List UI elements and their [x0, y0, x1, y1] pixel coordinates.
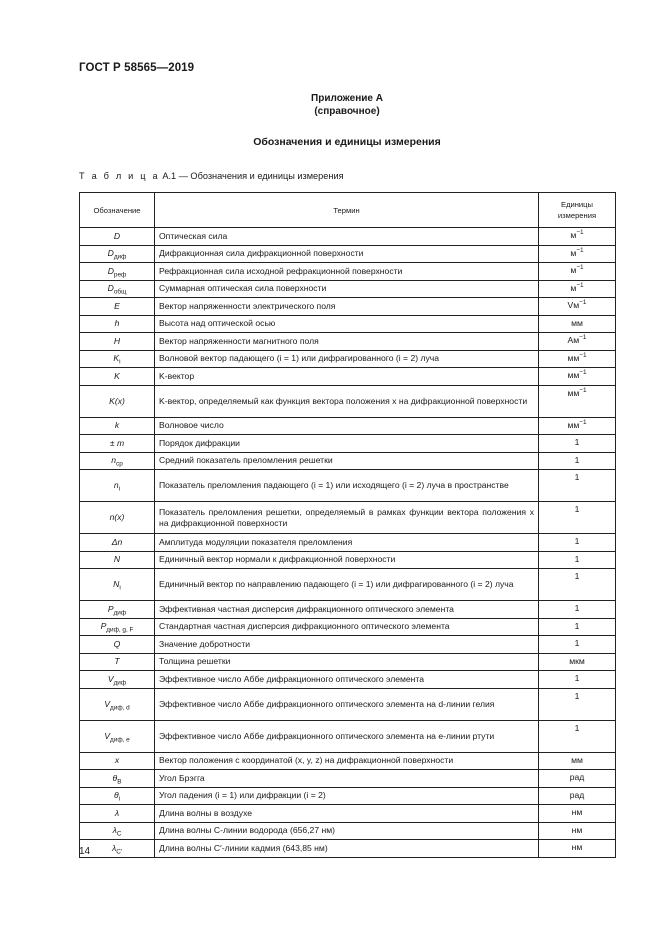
table-row: [80, 228, 616, 246]
unit-main: мм: [567, 370, 580, 380]
unit-cell: [539, 569, 616, 601]
table-header-row: [80, 193, 616, 228]
unit-main: 1: [574, 536, 580, 546]
page-number: 14: [79, 846, 91, 857]
symbol-cell: [80, 787, 155, 805]
term-cell: Вектор напряженности магнитного поля: [155, 333, 539, 351]
symbol-cell: [80, 805, 155, 823]
symbol-cell: [80, 435, 155, 453]
table-row: [80, 502, 616, 534]
table-body: [80, 228, 616, 858]
unit-main: 1: [574, 603, 580, 613]
appendix-subtitle: (справочное): [314, 106, 380, 117]
unit-main: мм: [567, 387, 580, 398]
symbol-main: h: [114, 318, 120, 329]
table-row: [80, 688, 616, 720]
symbol-cell: [80, 636, 155, 654]
term-cell: Амплитуда модуляции показателя преломления: [155, 534, 539, 552]
symbol-subscript: диф, g, F: [106, 626, 134, 634]
symbol-subscript: C: [116, 830, 122, 838]
unit-cell: [539, 653, 616, 671]
symbol-main: n: [111, 455, 117, 466]
table-row: [80, 805, 616, 823]
symbol-main: D: [107, 248, 114, 259]
unit-cell: [539, 840, 616, 858]
term-cell: Рефракционная сила исходной рефракционной поверхности: [155, 263, 539, 281]
unit-main: м: [570, 265, 577, 275]
symbol-main: Q: [113, 638, 121, 649]
symbol-cell: [80, 350, 155, 368]
unit-cell: [539, 385, 616, 417]
term-cell: Показатель преломления падающего (i = 1) или исходящего (i = 2) луча в пространстве: [155, 470, 539, 502]
unit-main: м: [570, 247, 577, 258]
unit-cell: [539, 787, 616, 805]
unit-main: мкм: [569, 655, 585, 666]
symbol-main: Δn: [111, 536, 123, 547]
unit-main: 1: [574, 504, 580, 514]
symbol-cell: [80, 822, 155, 840]
unit-cell: [539, 551, 616, 569]
table-row: [80, 470, 616, 502]
unit-cell: [539, 333, 616, 351]
unit-cell: [539, 435, 616, 453]
term-cell: K-вектор, определяемый как функция вектора положения x на дифракционной поверхности: [155, 385, 539, 417]
term-cell: Длина волны в воздухе: [155, 805, 539, 823]
symbol-cell: [80, 315, 155, 333]
symbol-main: P: [107, 603, 114, 614]
term-cell: Толщина решетки: [155, 653, 539, 671]
table-caption-text: — Обозначения и единицы измерения: [178, 171, 344, 181]
symbol-subscript: i: [119, 358, 121, 366]
symbol-subscript: общ: [113, 288, 127, 296]
unit-main: нм: [571, 824, 583, 835]
symbol-main: T: [114, 656, 120, 667]
symbol-cell: [80, 385, 155, 417]
unit-main: нм: [571, 842, 583, 852]
symbol-main: k: [114, 420, 120, 431]
table-row: [80, 770, 616, 788]
unit-superscript: −1: [576, 264, 584, 272]
symbol-main: K: [113, 353, 120, 364]
term-cell: Единичный вектор нормали к дифракционной поверхности: [155, 551, 539, 569]
symbol-cell: [80, 551, 155, 569]
table-caption-number: А.1: [162, 171, 177, 181]
unit-superscript: −1: [579, 334, 587, 342]
symbol-main: θ: [113, 790, 119, 801]
header-unit: Единицы измерения: [539, 193, 616, 228]
table-row: [80, 350, 616, 368]
symbol-subscript: диф: [113, 679, 127, 687]
symbol-cell: [80, 245, 155, 263]
unit-superscript: −1: [579, 351, 587, 359]
unit-main: Ам: [567, 335, 580, 345]
table-row: [80, 671, 616, 689]
unit-main: мм: [571, 317, 583, 328]
unit-main: 1: [574, 437, 580, 447]
unit-superscript: −1: [579, 369, 587, 377]
table-row: [80, 435, 616, 453]
document-standard-number: ГОСТ Р 58565—2019: [79, 62, 195, 74]
unit-cell: [539, 671, 616, 689]
table-row: [80, 280, 616, 298]
symbol-cell: [80, 601, 155, 619]
table-row: [80, 720, 616, 752]
table-row: [80, 653, 616, 671]
table-row: [80, 636, 616, 654]
unit-cell: [539, 280, 616, 298]
symbol-main: D: [107, 283, 114, 294]
table-row: [80, 822, 616, 840]
unit-main: 1: [574, 571, 580, 581]
symbol-subscript: диф: [113, 253, 127, 261]
term-cell: Средний показатель преломления решетки: [155, 452, 539, 470]
unit-main: м: [570, 282, 577, 293]
term-cell: Высота над оптической осью: [155, 315, 539, 333]
unit-cell: [539, 752, 616, 770]
unit-cell: [539, 688, 616, 720]
unit-cell: [539, 452, 616, 470]
unit-main: нм: [571, 807, 583, 817]
table-caption: [79, 171, 344, 181]
unit-cell: [539, 618, 616, 636]
unit-main: 1: [574, 638, 580, 648]
appendix-heading: [79, 92, 615, 118]
term-cell: Значение добротности: [155, 636, 539, 654]
symbol-main: ± m: [109, 437, 125, 448]
unit-cell: [539, 502, 616, 534]
unit-superscript: −1: [579, 386, 587, 394]
header-term: Термин: [155, 193, 539, 228]
symbol-subscript: i: [119, 584, 121, 592]
unit-main: 1: [574, 620, 580, 631]
term-cell: Оптическая сила: [155, 228, 539, 246]
unit-main: 1: [574, 553, 580, 564]
symbol-subscript: диф, e: [110, 736, 130, 744]
symbol-main: n(x): [109, 512, 125, 522]
unit-superscript: −1: [579, 418, 587, 426]
term-cell: Волновое число: [155, 417, 539, 435]
table-row: [80, 368, 616, 386]
header-symbol: Обозначение: [80, 193, 155, 228]
symbol-main: H: [113, 335, 121, 346]
unit-cell: [539, 263, 616, 281]
symbol-cell: [80, 263, 155, 281]
symbol-subscript: i: [118, 795, 121, 803]
unit-main: 1: [574, 722, 580, 733]
symbol-cell: [80, 333, 155, 351]
symbol-subscript: ср: [116, 460, 123, 468]
symbol-main: K: [114, 370, 120, 381]
term-cell: Суммарная оптическая сила поверхности: [155, 280, 539, 298]
unit-cell: [539, 601, 616, 619]
symbol-main: D: [113, 230, 121, 241]
symbol-main: n: [113, 480, 119, 490]
table-row: [80, 452, 616, 470]
symbol-main: P: [100, 621, 107, 632]
term-cell: Единичный вектор по направлению падающего (i = 1) или дифрагированного (i = 2) луча: [155, 569, 539, 601]
unit-main: мм: [571, 754, 583, 765]
symbol-main: λ: [112, 825, 117, 836]
table-row: [80, 245, 616, 263]
unit-cell: [539, 636, 616, 654]
symbol-cell: [80, 228, 155, 246]
symbol-cell: [80, 770, 155, 788]
symbol-cell: [80, 417, 155, 435]
unit-main: 1: [574, 690, 580, 701]
symbol-cell: [80, 280, 155, 298]
symbol-main: x: [114, 755, 120, 766]
symbol-main: E: [114, 300, 120, 311]
unit-main: рад: [569, 772, 585, 782]
symbol-subscript: реф: [113, 271, 127, 279]
symbol-subscript: B: [117, 778, 122, 786]
unit-cell: [539, 720, 616, 752]
term-cell: Длина волны C′-линии кадмия (643,85 нм): [155, 840, 539, 858]
table-row: [80, 752, 616, 770]
symbol-subscript: C′: [116, 848, 123, 856]
term-cell: K-вектор: [155, 368, 539, 386]
term-cell: Эффективное число Аббе дифракционного оптического элемента на e-линии ртути: [155, 720, 539, 752]
symbol-main: θ: [112, 772, 118, 783]
unit-main: 1: [574, 454, 580, 465]
unit-main: 1: [574, 673, 580, 683]
table-row: [80, 315, 616, 333]
symbol-main: K(x): [109, 395, 125, 406]
unit-cell: [539, 245, 616, 263]
table-row: [80, 840, 616, 858]
unit-superscript: −1: [576, 246, 584, 254]
unit-main: мм: [567, 419, 580, 430]
unit-cell: [539, 315, 616, 333]
term-cell: Стандартная частная дисперсия дифракционного оптического элемента: [155, 618, 539, 636]
term-cell: Показатель преломления решетки, определяемый в рамках функции вектора положения x на дифракционной поверхности: [155, 502, 539, 534]
symbol-subscript: диф, d: [110, 704, 130, 712]
term-cell: Вектор положения с координатой (x, y, z) на дифракционной поверхности: [155, 752, 539, 770]
unit-cell: [539, 350, 616, 368]
symbol-main: N: [113, 579, 120, 589]
unit-main: рад: [569, 789, 585, 800]
section-title: Обозначения и единицы измерения: [253, 136, 441, 148]
term-cell: Дифракционная сила дифракционной поверхности: [155, 245, 539, 263]
table-row: [80, 417, 616, 435]
unit-cell: [539, 228, 616, 246]
table-row: [80, 601, 616, 619]
unit-main: м: [570, 230, 577, 240]
term-cell: Эффективная частная дисперсия дифракционного оптического элемента: [155, 601, 539, 619]
term-cell: Порядок дифракции: [155, 435, 539, 453]
unit-cell: [539, 368, 616, 386]
symbol-cell: [80, 618, 155, 636]
unit-main: мм: [567, 352, 580, 363]
symbol-cell: [80, 470, 155, 502]
table-row: [80, 534, 616, 552]
term-cell: Эффективное число Аббе дифракционного оптического элемента: [155, 671, 539, 689]
unit-cell: [539, 298, 616, 316]
symbol-cell: [80, 653, 155, 671]
symbol-cell: [80, 688, 155, 720]
symbol-cell: [80, 720, 155, 752]
table-row: [80, 787, 616, 805]
symbol-main: D: [107, 265, 114, 276]
table-row: [80, 551, 616, 569]
unit-superscript: −1: [579, 299, 587, 307]
unit-superscript: −1: [576, 229, 584, 237]
unit-cell: [539, 417, 616, 435]
symbols-table: [79, 192, 616, 858]
table-row: [80, 298, 616, 316]
unit-main: Vм: [567, 300, 580, 310]
term-cell: Длина волны C-линии водорода (656,27 нм): [155, 822, 539, 840]
symbol-cell: [80, 569, 155, 601]
symbol-main: V: [107, 673, 114, 684]
table-row: [80, 263, 616, 281]
symbol-cell: [80, 368, 155, 386]
term-cell: Угол Брэгга: [155, 770, 539, 788]
symbol-cell: [80, 452, 155, 470]
symbol-main: V: [104, 698, 111, 709]
table-row: [80, 385, 616, 417]
term-cell: Вектор напряженности электрического поля: [155, 298, 539, 316]
symbol-cell: [80, 502, 155, 534]
unit-cell: [539, 534, 616, 552]
symbol-subscript: i: [118, 485, 121, 493]
term-cell: Угол падения (i = 1) или дифракции (i = 2): [155, 787, 539, 805]
unit-main: 1: [574, 472, 580, 482]
symbol-subscript: диф: [113, 609, 127, 617]
symbol-cell: [80, 752, 155, 770]
table-caption-prefix: Т а б л и ц а: [79, 171, 160, 181]
unit-superscript: −1: [576, 281, 584, 289]
symbol-main: λ: [114, 807, 120, 818]
table-row: [80, 333, 616, 351]
table-row: [80, 618, 616, 636]
unit-cell: [539, 805, 616, 823]
symbol-main: N: [113, 554, 121, 565]
term-cell: Волновой вектор падающего (i = 1) или дифрагированного (i = 2) луча: [155, 350, 539, 368]
symbol-cell: [80, 840, 155, 858]
symbol-main: λ: [111, 842, 117, 853]
symbol-cell: [80, 298, 155, 316]
table-row: [80, 569, 616, 601]
unit-cell: [539, 770, 616, 788]
symbol-cell: [80, 534, 155, 552]
symbol-main: V: [104, 730, 111, 741]
appendix-title: Приложение А: [311, 93, 383, 104]
symbol-cell: [80, 671, 155, 689]
unit-cell: [539, 470, 616, 502]
term-cell: Эффективное число Аббе дифракционного оптического элемента на d-линии гелия: [155, 688, 539, 720]
unit-cell: [539, 822, 616, 840]
